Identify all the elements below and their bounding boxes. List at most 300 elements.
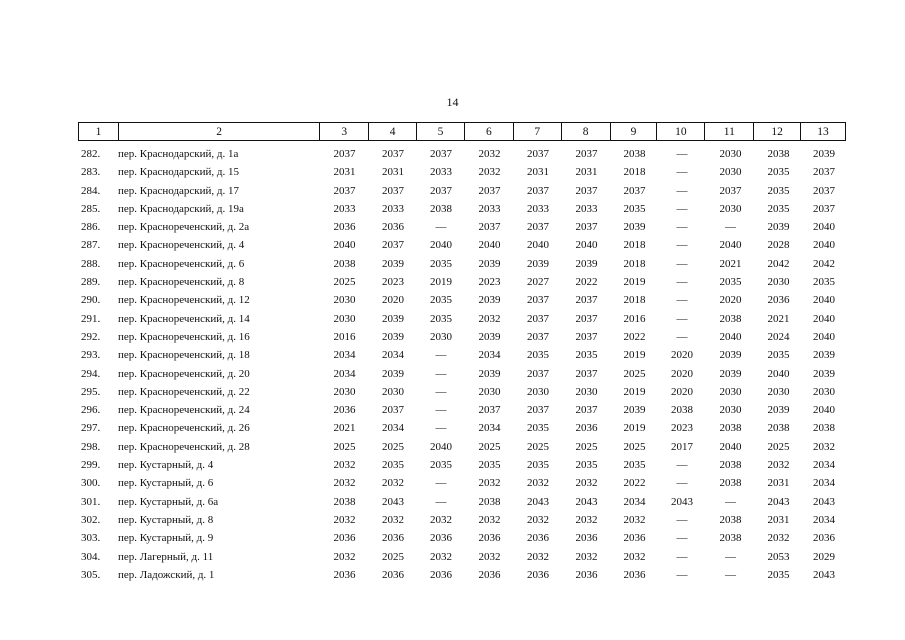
year-cell: 2043 [382, 495, 404, 508]
address-cell: пер. Краснореченский, д. 24 [118, 404, 250, 417]
year-cell: 2030 [333, 385, 356, 398]
year-cell: 2037 [575, 330, 598, 343]
year-cell: 2037 [527, 312, 549, 325]
year-cell: 2038 [671, 404, 693, 417]
year-cell: 2030 [333, 312, 356, 325]
year-cell: 2030 [478, 385, 501, 398]
year-cell: 2018 [623, 239, 646, 252]
year-cell: 2038 [430, 202, 452, 215]
year-cell: — [435, 367, 447, 380]
address-cell: пер. Краснодарский, д. 19а [118, 202, 244, 215]
year-cell: 2032 [478, 513, 501, 526]
row-number: 288. [81, 257, 101, 270]
year-cell: — [435, 349, 447, 362]
year-cell: 2043 [575, 495, 598, 508]
address-cell: пер. Кустарный, д. 9 [118, 532, 214, 545]
table-row [78, 310, 846, 328]
year-cell: 2039 [478, 294, 501, 307]
row-number: 296. [81, 404, 101, 417]
year-cell: 2032 [767, 532, 790, 545]
year-cell: 2035 [478, 459, 501, 472]
year-cell: 2030 [333, 294, 356, 307]
year-cell: 2032 [430, 513, 452, 526]
year-cell: 2035 [767, 568, 790, 581]
year-cell: 2030 [719, 166, 742, 179]
year-cell: 2038 [623, 148, 646, 160]
year-cell: 2039 [813, 148, 835, 160]
year-cell: 2040 [430, 440, 452, 453]
year-cell: 2040 [767, 367, 790, 380]
year-cell: 2032 [382, 513, 404, 526]
year-cell: 2039 [813, 367, 835, 380]
year-cell: 2032 [430, 550, 452, 563]
row-number: 304. [81, 550, 101, 563]
year-cell: 2037 [813, 202, 835, 215]
year-cell: 2037 [382, 239, 404, 252]
year-cell: 2039 [382, 312, 404, 325]
year-cell: — [725, 495, 736, 508]
year-cell: 2020 [671, 385, 693, 398]
year-cell: 2019 [623, 349, 646, 362]
year-cell: 2032 [623, 550, 646, 563]
year-cell: 2037 [478, 404, 501, 417]
year-cell: 2032 [575, 550, 598, 563]
year-cell: 2032 [575, 477, 598, 490]
year-cell: 2032 [333, 513, 356, 526]
year-cell: 2036 [430, 568, 452, 581]
year-cell: 2028 [767, 239, 790, 252]
year-cell: 2039 [719, 367, 742, 380]
table-row [78, 255, 846, 273]
year-cell: 2035 [430, 459, 452, 472]
year-cell: 2033 [575, 202, 598, 215]
year-cell: — [676, 276, 688, 289]
row-number: 282. [81, 148, 101, 160]
year-cell: 2025 [623, 440, 646, 453]
year-cell: 2037 [813, 166, 835, 179]
year-cell: 2040 [719, 440, 742, 453]
year-cell: — [725, 568, 736, 581]
year-cell: 2035 [623, 202, 646, 215]
row-number: 297. [81, 422, 101, 435]
year-cell: 2034 [813, 459, 835, 472]
address-cell: пер. Кустарный, д. 6а [118, 495, 219, 508]
header-cell-13: 13 [817, 126, 829, 138]
year-cell: — [676, 312, 688, 325]
year-cell: 2036 [767, 294, 790, 307]
row-number: 290. [81, 294, 101, 307]
year-cell: 2039 [382, 330, 404, 343]
table-row [78, 273, 846, 291]
year-cell: 2037 [382, 184, 404, 197]
year-cell: 2053 [767, 550, 790, 563]
year-cell: 2037 [527, 148, 549, 160]
address-cell: пер. Краснореченский, д. 8 [118, 276, 245, 289]
year-cell: 2036 [527, 568, 549, 581]
year-cell: 2036 [333, 532, 356, 545]
year-cell: — [676, 568, 688, 581]
table-row [78, 474, 846, 492]
year-cell: 2020 [671, 367, 693, 380]
year-cell: 2030 [719, 202, 742, 215]
year-cell: 2032 [478, 148, 501, 160]
row-number: 284. [81, 184, 101, 197]
year-cell: 2039 [719, 349, 742, 362]
year-cell: 2038 [719, 513, 742, 526]
year-cell: 2037 [333, 148, 356, 160]
year-cell: 2037 [575, 312, 598, 325]
year-cell: 2037 [575, 404, 598, 417]
table-row [78, 511, 846, 529]
year-cell: 2031 [382, 166, 404, 179]
year-cell: 2038 [719, 422, 742, 435]
year-cell: 2025 [382, 550, 404, 563]
table-row [78, 182, 846, 200]
year-cell: — [435, 385, 447, 398]
table-row [78, 163, 846, 181]
row-number: 285. [81, 202, 101, 215]
year-cell: — [676, 166, 688, 179]
address-cell: пер. Краснореченский, д. 14 [118, 312, 250, 325]
header-cell-8: 8 [562, 123, 611, 140]
year-cell: 2037 [623, 184, 646, 197]
year-cell: 2025 [333, 440, 356, 453]
year-cell: 2038 [767, 148, 790, 160]
address-cell: пер. Краснодарский, д. 15 [118, 166, 240, 179]
row-number: 295. [81, 385, 101, 398]
year-cell: 2034 [478, 422, 501, 435]
year-cell: — [435, 422, 447, 435]
year-cell: 2037 [478, 184, 501, 197]
year-cell: 2021 [333, 422, 356, 435]
year-cell: 2043 [767, 495, 790, 508]
year-cell: 2040 [813, 330, 835, 343]
year-cell: — [725, 550, 736, 563]
year-cell: 2040 [575, 239, 598, 252]
year-cell: 2040 [813, 221, 835, 234]
year-cell: 2037 [527, 404, 549, 417]
year-cell: 2039 [382, 367, 404, 380]
year-cell: 2037 [575, 221, 598, 234]
year-cell: 2036 [333, 221, 356, 234]
year-cell: 2033 [333, 202, 356, 215]
year-cell: 2016 [623, 312, 646, 325]
year-cell: 2037 [527, 330, 549, 343]
year-cell: 2038 [813, 422, 835, 435]
year-cell: 2023 [671, 422, 693, 435]
address-cell: пер. Кустарный, д. 4 [118, 459, 214, 472]
year-cell: 2032 [478, 477, 501, 490]
year-cell: 2036 [382, 221, 404, 234]
year-cell: — [676, 239, 688, 252]
year-cell: 2019 [430, 276, 452, 289]
address-cell: пер. Краснореченский, д. 12 [118, 294, 250, 307]
year-cell: 2036 [623, 532, 646, 545]
year-cell: 2039 [478, 257, 501, 270]
year-cell: 2019 [623, 385, 646, 398]
year-cell: 2025 [767, 440, 790, 453]
header-cell-7: 7 [514, 123, 562, 140]
table-row [78, 145, 846, 163]
year-cell: 2036 [333, 568, 356, 581]
year-cell: 2034 [813, 477, 835, 490]
header-cell-10: 10 [657, 123, 705, 140]
row-number: 301. [81, 495, 101, 508]
year-cell: 2034 [382, 349, 404, 362]
year-cell: — [435, 221, 447, 234]
header-cell-4: 4 [369, 123, 417, 140]
row-number: 293. [81, 349, 101, 362]
year-cell: 2033 [430, 166, 452, 179]
year-cell: 2038 [333, 257, 356, 270]
year-cell: 2023 [478, 276, 501, 289]
year-cell: 2043 [813, 568, 835, 581]
year-cell: 2035 [767, 202, 790, 215]
year-cell: 2037 [575, 294, 598, 307]
year-cell: 2039 [478, 330, 501, 343]
year-cell: 2020 [671, 349, 693, 362]
year-cell: 2031 [333, 166, 356, 179]
address-cell: пер. Краснореченский, д. 16 [118, 330, 250, 343]
year-cell: 2035 [623, 459, 646, 472]
year-cell: — [676, 148, 688, 160]
year-cell: 2029 [813, 550, 835, 563]
header-cell-6: 6 [465, 123, 514, 140]
year-cell: 2037 [527, 294, 549, 307]
year-cell: 2022 [623, 477, 646, 490]
year-cell: 2036 [623, 568, 646, 581]
year-cell: 2039 [813, 349, 835, 362]
year-cell: 2025 [527, 440, 549, 453]
year-cell: 2035 [430, 312, 452, 325]
table-row [78, 401, 846, 419]
year-cell: 2039 [382, 257, 404, 270]
year-cell: 2034 [813, 513, 835, 526]
year-cell: 2037 [575, 184, 598, 197]
year-cell: 2033 [382, 202, 404, 215]
year-cell: 2040 [813, 294, 835, 307]
year-cell: — [676, 532, 688, 545]
year-cell: 2037 [575, 148, 598, 160]
table-row [78, 383, 846, 401]
year-cell: 2037 [719, 184, 742, 197]
year-cell: 2038 [719, 477, 742, 490]
address-cell: пер. Краснодарский, д. 1а [118, 148, 239, 160]
year-cell: 2037 [478, 221, 501, 234]
year-cell: — [676, 459, 688, 472]
table-row [78, 200, 846, 218]
year-cell: 2037 [575, 367, 598, 380]
year-cell: 2025 [623, 367, 646, 380]
year-cell: 2030 [719, 148, 742, 160]
address-cell: пер. Краснореченский, д. 26 [118, 422, 250, 435]
year-cell: 2025 [382, 440, 404, 453]
year-cell: 2043 [813, 495, 835, 508]
row-number: 302. [81, 513, 101, 526]
year-cell: 2035 [527, 459, 549, 472]
year-cell: 2036 [430, 532, 452, 545]
year-cell: 2035 [575, 349, 598, 362]
year-cell: 2019 [623, 276, 646, 289]
year-cell: 2032 [527, 550, 549, 563]
year-cell: 2037 [333, 184, 356, 197]
year-cell: 2037 [527, 367, 549, 380]
year-cell: 2037 [813, 184, 835, 197]
year-cell: — [676, 477, 688, 490]
address-cell: пер. Ладожский, д. 1 [118, 568, 215, 581]
table-row [78, 236, 846, 254]
table-row [78, 566, 846, 584]
year-cell: 2030 [430, 330, 452, 343]
table-row [78, 456, 846, 474]
year-cell: 2033 [527, 202, 549, 215]
year-cell: 2036 [382, 568, 404, 581]
year-cell: 2038 [478, 495, 501, 508]
year-cell: 2025 [478, 440, 501, 453]
year-cell: 2018 [623, 294, 646, 307]
row-number: 289. [81, 276, 101, 289]
table-body [78, 145, 846, 584]
year-cell: 2032 [333, 459, 356, 472]
row-number: 283. [81, 166, 101, 179]
year-cell: 2032 [478, 550, 501, 563]
table-row [78, 346, 846, 364]
year-cell: 2037 [430, 148, 452, 160]
year-cell: 2030 [767, 385, 790, 398]
year-cell: 2035 [527, 422, 549, 435]
row-number: 286. [81, 221, 101, 234]
year-cell: 2021 [719, 257, 742, 270]
year-cell: 2018 [623, 257, 646, 270]
table-row [78, 493, 846, 511]
address-cell: пер. Краснореченский, д. 22 [118, 385, 250, 398]
year-cell: — [676, 294, 688, 307]
year-cell: 2039 [767, 221, 790, 234]
year-cell: 2025 [333, 276, 356, 289]
year-cell: 2035 [767, 166, 790, 179]
year-cell: 2038 [719, 312, 742, 325]
year-cell: 2031 [767, 513, 790, 526]
year-cell: 2030 [719, 385, 742, 398]
address-cell: пер. Краснореченский, д. 18 [118, 349, 250, 362]
header-cell-11: 11 [705, 123, 754, 140]
year-cell: 2040 [813, 239, 835, 252]
header-cell-12: 12 [754, 123, 801, 140]
year-cell: 2036 [527, 532, 549, 545]
year-cell: 2030 [719, 404, 742, 417]
header-cell-1: 1 [79, 123, 119, 140]
year-cell: 2043 [671, 495, 693, 508]
year-cell: — [676, 330, 688, 343]
year-cell: 2032 [527, 477, 549, 490]
year-cell: 2034 [623, 495, 646, 508]
year-cell: 2031 [767, 477, 790, 490]
year-cell: 2030 [813, 385, 835, 398]
year-cell: 2039 [478, 367, 501, 380]
table-row [78, 419, 846, 437]
year-cell: — [676, 202, 688, 215]
year-cell: 2032 [478, 166, 501, 179]
address-cell: пер. Кустарный, д. 8 [118, 513, 214, 526]
row-number: 298. [81, 440, 101, 453]
year-cell: 2042 [767, 257, 790, 270]
year-cell: 2040 [719, 330, 742, 343]
table-row [78, 548, 846, 566]
year-cell: 2032 [767, 459, 790, 472]
year-cell: 2035 [719, 276, 742, 289]
year-cell: — [435, 495, 447, 508]
year-cell: 2034 [333, 349, 356, 362]
year-cell: 2032 [813, 440, 835, 453]
year-cell: 2036 [813, 532, 835, 545]
year-cell: 2031 [527, 166, 549, 179]
year-cell: 2032 [575, 513, 598, 526]
year-cell: 2032 [478, 312, 501, 325]
row-number: 294. [81, 367, 101, 380]
year-cell: 2036 [575, 422, 598, 435]
year-cell: 2020 [382, 294, 404, 307]
year-cell: 2023 [382, 276, 404, 289]
address-cell: пер. Краснодарский, д. 17 [118, 184, 240, 197]
year-cell: 2036 [333, 404, 356, 417]
year-cell: 2040 [813, 404, 835, 417]
year-cell: — [435, 477, 447, 490]
year-cell: 2035 [430, 257, 452, 270]
row-number: 303. [81, 532, 101, 545]
year-cell: 2016 [333, 330, 356, 343]
year-cell: 2037 [382, 148, 404, 160]
row-number: 291. [81, 312, 101, 325]
year-cell: 2032 [382, 477, 404, 490]
year-cell: 2037 [382, 404, 404, 417]
year-cell: 2030 [575, 385, 598, 398]
row-number: 287. [81, 239, 101, 252]
year-cell: — [676, 257, 688, 270]
year-cell: 2030 [767, 276, 790, 289]
year-cell: 2039 [623, 404, 646, 417]
year-cell: — [676, 513, 688, 526]
address-cell: пер. Краснореченский, д. 6 [118, 257, 245, 270]
year-cell: 2037 [527, 184, 549, 197]
year-cell: 2040 [333, 239, 356, 252]
year-cell: 2040 [813, 312, 835, 325]
year-cell: 2043 [527, 495, 549, 508]
year-cell: 2038 [719, 459, 742, 472]
year-cell: 2027 [527, 276, 549, 289]
year-cell: 2032 [623, 513, 646, 526]
year-cell: 2036 [478, 532, 501, 545]
table-row [78, 365, 846, 383]
address-cell: пер. Краснореченский, д. 20 [118, 367, 250, 380]
year-cell: 2039 [575, 257, 598, 270]
year-cell: 2032 [333, 550, 356, 563]
year-cell: 2038 [719, 532, 742, 545]
year-cell: 2035 [767, 349, 790, 362]
year-cell: 2035 [382, 459, 404, 472]
year-cell: 2040 [430, 239, 452, 252]
year-cell: 2034 [382, 422, 404, 435]
year-cell: 2039 [527, 257, 549, 270]
year-cell: 2035 [527, 349, 549, 362]
year-cell: 2035 [813, 276, 835, 289]
year-cell: 2039 [623, 221, 646, 234]
year-cell: 2024 [767, 330, 790, 343]
year-cell: 2025 [575, 440, 598, 453]
year-cell: 2018 [623, 166, 646, 179]
year-cell: 2040 [527, 239, 549, 252]
row-number: 292. [81, 330, 101, 343]
year-cell: 2034 [478, 349, 501, 362]
